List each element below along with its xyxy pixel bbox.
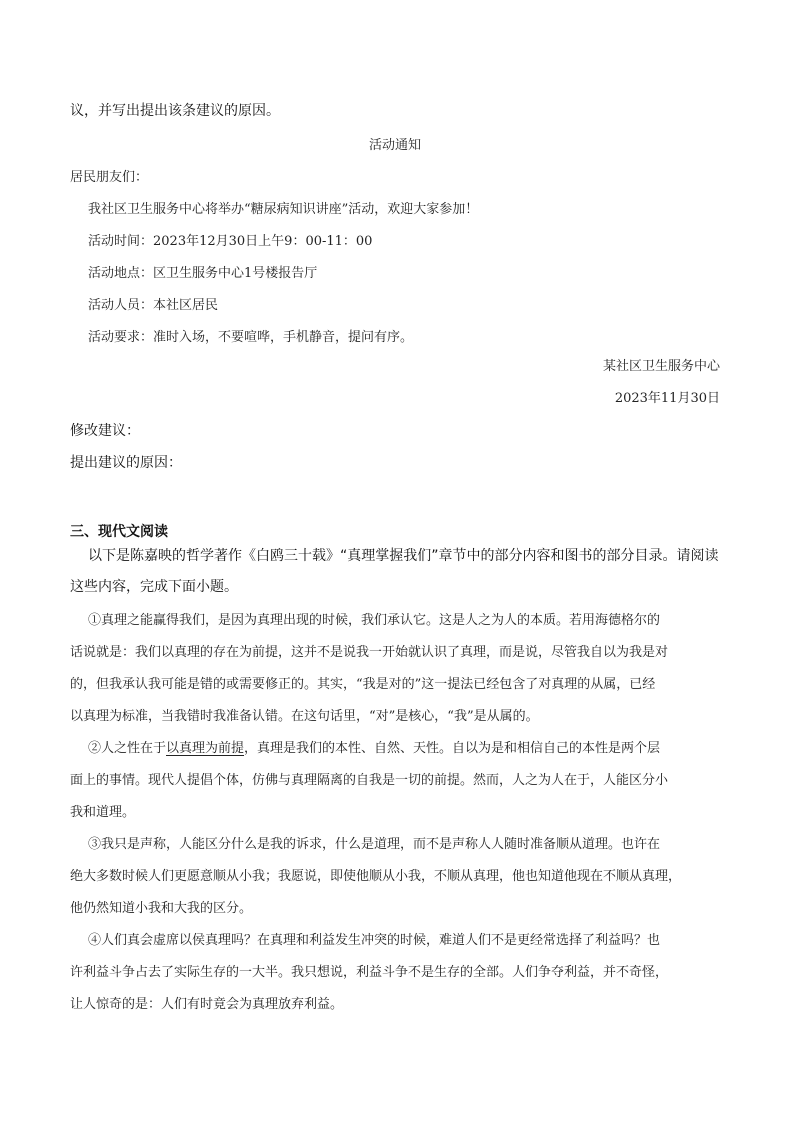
passage-p3-line-3: 他仍然知道小我和大我的区分。 (70, 901, 253, 916)
passage-p1-line-3: 的，但我承认我可能是错的或需要修正的。其实，“我是对的”这一提法已经包含了对真理的从属，已经 (70, 677, 656, 692)
notice-people: 活动人员：本社区居民 (88, 298, 219, 313)
notice-date: 2023年11月30日 (614, 391, 720, 406)
passage-p2-line-2: 面上的事情。现代人提倡个体，仿佛与真理隔离的自我是一切的前提。然而，人之为人在于，人能区分小 (70, 773, 669, 788)
section-heading: 三、现代文阅读 (70, 524, 168, 540)
notice-title: 活动通知 (369, 138, 422, 153)
passage-p1-line-4: 以真理为标准，当我错时我准备认错。在这句话里，“对”是核心，“我”是从属的。 (70, 709, 539, 724)
passage-p2-rest: ，真理是我们的本性、自然、天性。自以为是和相信自己的本性是两个层 (244, 741, 661, 756)
passage-p2-line-3: 我和道理。 (70, 805, 136, 820)
passage-p4-line-2: 许利益斗争占去了实际生存的一大半。我只想说，利益斗争不是生存的全部。人们争夺利益，并不奇怪， (70, 965, 669, 980)
revision-label: 修改建议： (70, 423, 140, 439)
notice-place: 活动地点：区卫生服务中心1号楼报告厅 (88, 266, 318, 281)
passage-p2-line-1 (88, 742, 660, 755)
notice-greeting: 居民朋友们： (70, 170, 149, 185)
passage-p1-line-2: 话说就是：我们以真理的存在为前提，这并不是说我一开始就认识了真理，而是说，尽管我自以为我是对 (70, 645, 669, 660)
notice-signature: 某社区卫生服务中心 (602, 359, 720, 374)
passage-p4-line-3: 让人惊奇的是：人们有时竟会为真理放弃利益。 (70, 997, 344, 1012)
section-intro-line-2: 这些内容，完成下面小题。 (70, 579, 238, 595)
reason-label: 提出建议的原因： (70, 455, 182, 471)
passage-p3-line-2: 绝大多数时候人们更愿意顺从小我；我愿说，即使他顺从小我，不顺从真理，他也知道他现在不顺从真理， (70, 869, 682, 884)
passage-p1-line-1: ①真理之能赢得我们，是因为真理出现的时候，我们承认它。这是人之为人的本质。若用海德格尔的 (88, 613, 661, 628)
notice-requirements: 活动要求：准时入场，不要喧哗，手机静音，提问有序。 (88, 330, 414, 345)
intro-tail: 议，并写出提出该条建议的原因。 (70, 103, 280, 119)
passage-p2-start: ②人之性在于 (88, 741, 167, 756)
notice-body: 我社区卫生服务中心将举办“糖尿病知识讲座”活动，欢迎大家参加！ (88, 202, 479, 217)
notice-time: 活动时间：2023年12月30日上午9：00-11：00 (88, 234, 373, 249)
passage-p3-line-1: ③我只是声称，人能区分什么是我的诉求，什么是道理，而不是声称人人随时准备顺从道理。也许在 (88, 837, 661, 852)
passage-p4-line-1: ④人们真会虚席以侯真理吗？在真理和利益发生冲突的时候，难道人们不是更经常选择了利益吗？也 (88, 933, 661, 948)
section-intro-line-1: 以下是陈嘉映的哲学著作《白鸥三十载》“真理掌握我们”章节中的部分内容和图书的部分目录。请阅读 (88, 548, 719, 564)
passage-p2-underlined-phrase: 以真理为前提 (166, 741, 245, 756)
